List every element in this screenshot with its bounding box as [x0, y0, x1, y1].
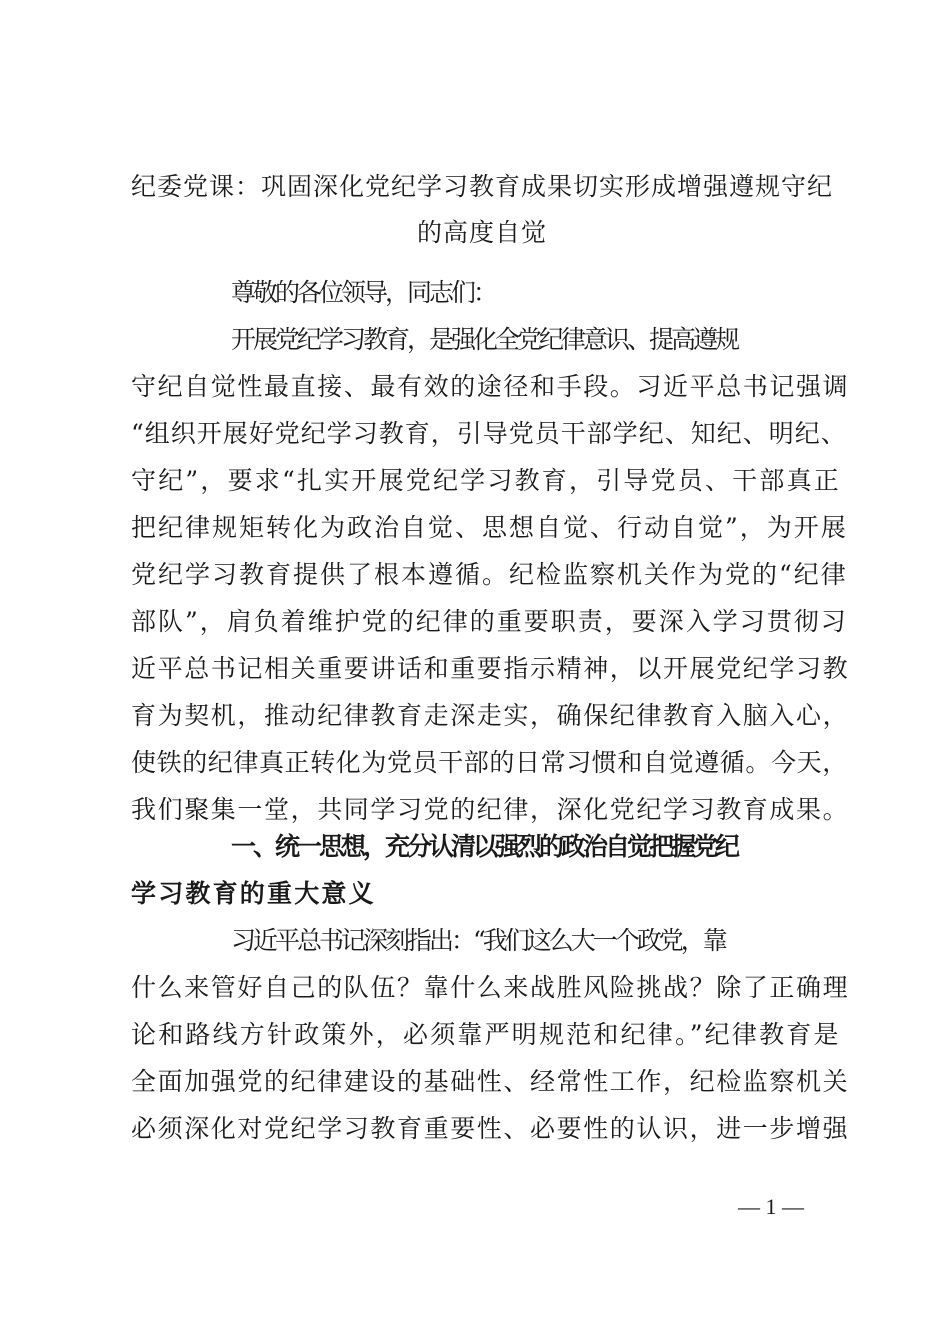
paragraph-line: 育为契机，推动纪律教育走深走实，确保纪律教育入脑入心，: [131, 701, 850, 730]
paragraph-line: 守纪”，要求“扎实开展党纪学习教育，引导党员、干部真正: [131, 466, 841, 495]
paragraph-line: 全面加强党的纪律建设的基础性、经常性工作，纪检监察机关: [131, 1067, 850, 1096]
paragraph-line: 近平总书记相关重要讲话和重要指示精神，以开展党纪学习教: [131, 654, 850, 683]
title-line-2: 的高度自觉: [416, 218, 547, 247]
section-heading-line: 学习教育的重大意义: [131, 879, 376, 908]
paragraph-line: 党纪学习教育提供了根本遵循。纪检监察机关作为党的“纪律: [131, 560, 848, 589]
document-title: [118, 164, 846, 256]
page-number: — 1 —: [738, 1194, 804, 1219]
paragraph-line: 守纪自觉性最直接、最有效的途径和手段。习近平总书记强调: [131, 372, 850, 401]
paragraph-line: 必须深化对党纪学习教育重要性、必要性的认识，进一步增强: [131, 1114, 850, 1143]
salutation: 尊敬的各位领导，同志们：: [231, 278, 496, 307]
paragraph-line: 习近平总书记深刻指出：“我们这么大一个政党，靠: [231, 926, 725, 955]
paragraph-line: 使铁的纪律真正转化为党员干部的日常习惯和自觉遵循。今天，: [131, 748, 848, 777]
paragraph-line: 开展党纪学习教育，是强化全党纪律意识、提高遵规: [231, 325, 738, 354]
title-line-1: 纪委党课：巩固深化党纪学习教育成果切实形成增强遵规守纪: [130, 172, 833, 201]
paragraph-line: 部队”，肩负着维护党的纪律的重要职责，要深入学习贯彻习: [131, 607, 848, 636]
section-heading-line: 一、统一思想，充分认清以强烈的政治自觉把握党纪: [231, 832, 738, 861]
paragraph-line: 把纪律规矩转化为政治自觉、思想自觉、行动自觉”，为开展: [131, 513, 848, 542]
paragraph-line: 什么来管好自己的队伍？靠什么来战胜风险挑战？除了正确理: [131, 973, 850, 1002]
paragraph-line: 论和路线方针政策外，必须靠严明规范和纪律。”纪律教育是: [131, 1020, 841, 1049]
paragraph-line: “组织开展好党纪学习教育，引导党员干部学纪、知纪、明纪、: [131, 419, 847, 448]
paragraph-line: 我们聚集一堂，共同学习党的纪律，深化党纪学习教育成果。: [131, 795, 850, 824]
